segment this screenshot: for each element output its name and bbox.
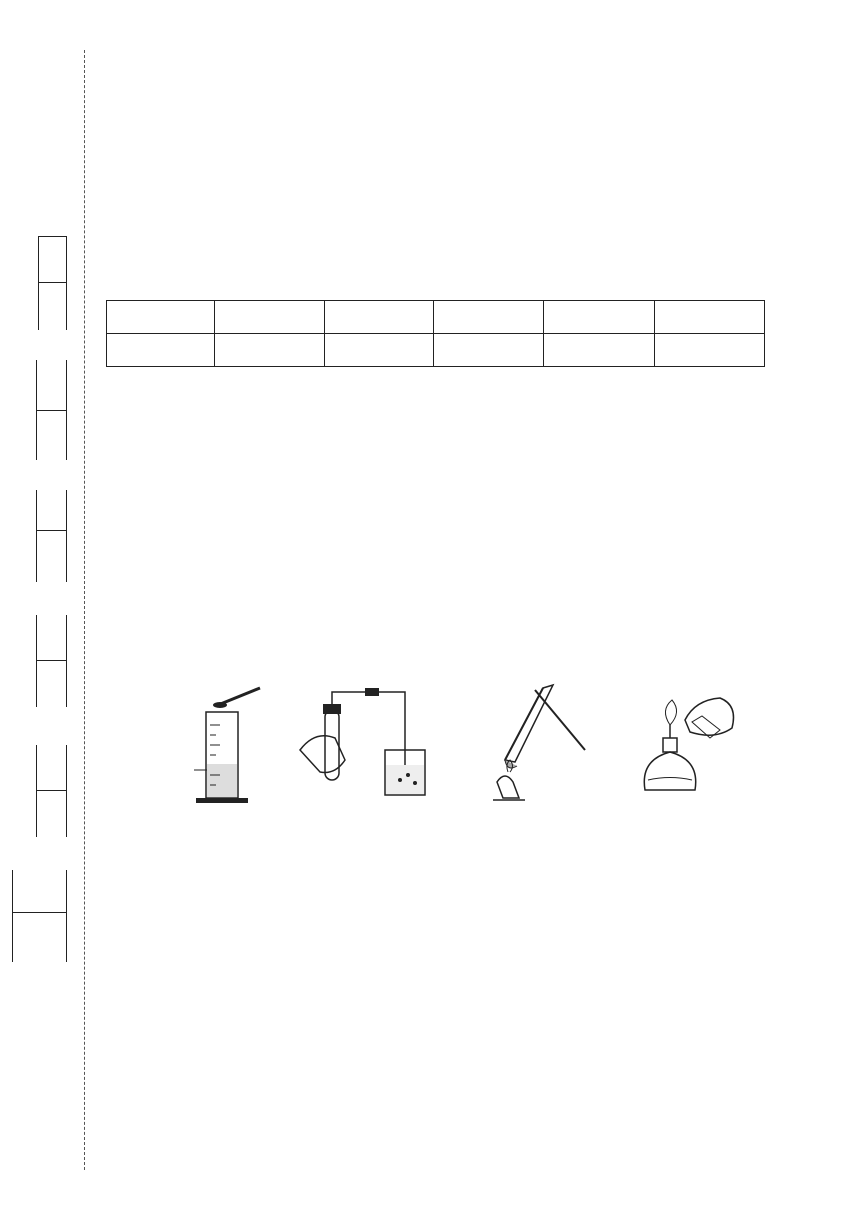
binding-box-line (66, 615, 67, 707)
graduated-cylinder-illustration (190, 680, 270, 810)
binding-box-line (12, 912, 66, 913)
binding-box-line (66, 490, 67, 582)
binding-box-line (38, 236, 66, 237)
score-cell[interactable] (215, 334, 324, 367)
airtightness-check-illustration (295, 680, 430, 810)
score-table-header (107, 301, 215, 334)
binding-box-line (66, 236, 67, 330)
binding-box-line (12, 870, 13, 962)
binding-box-line (38, 236, 39, 330)
binding-box-line (66, 745, 67, 837)
score-table-header (324, 301, 433, 334)
binding-dashed-line (84, 50, 85, 1170)
score-cell[interactable] (324, 334, 433, 367)
binding-box-line (36, 490, 37, 582)
score-table-header (215, 301, 324, 334)
binding-box-line (36, 790, 66, 791)
alcohol-lamp-illustration (630, 680, 745, 810)
heating-liquid-illustration (485, 680, 600, 810)
score-table (106, 300, 765, 367)
binding-box-line (38, 282, 66, 283)
score-table-header (544, 301, 654, 334)
score-cell[interactable] (544, 334, 654, 367)
score-cell[interactable] (654, 334, 764, 367)
score-table-header (654, 301, 764, 334)
binding-box-line (36, 615, 37, 707)
binding-box-line (36, 660, 66, 661)
binding-box-line (36, 745, 37, 837)
score-table-header (434, 301, 544, 334)
score-table-row-label (107, 334, 215, 367)
binding-box-line (66, 870, 67, 962)
binding-box-line (66, 360, 67, 460)
score-cell[interactable] (434, 334, 544, 367)
binding-box-line (36, 410, 66, 411)
binding-box-line (36, 530, 66, 531)
